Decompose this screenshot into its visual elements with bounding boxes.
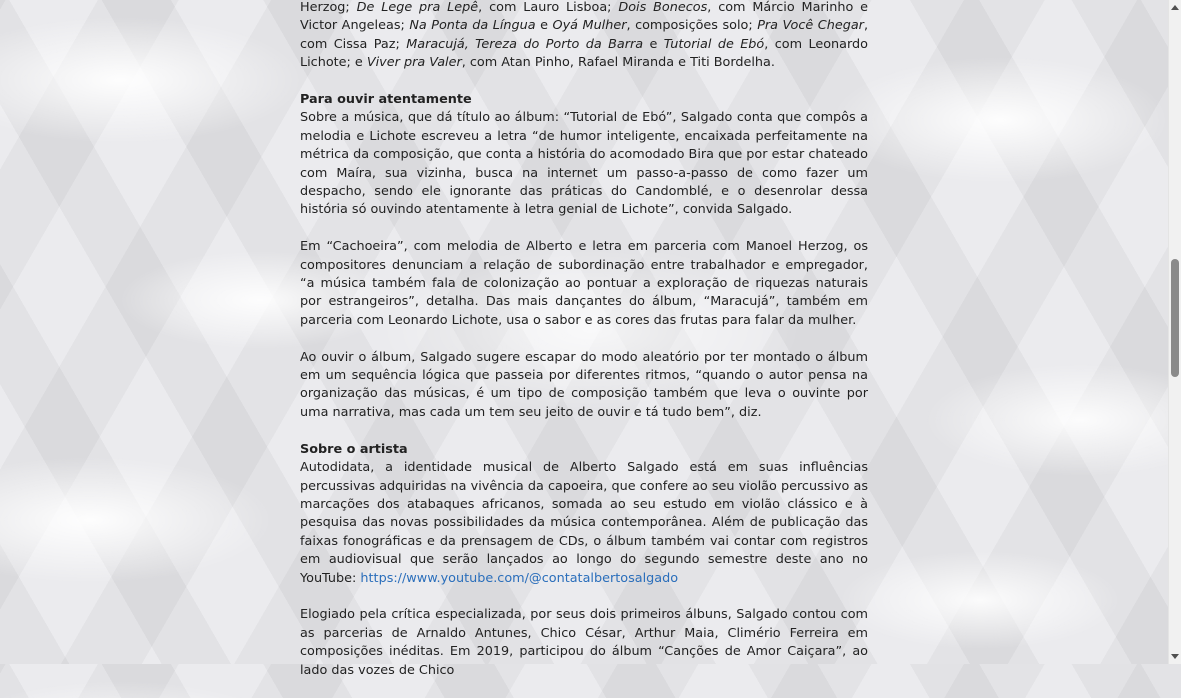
- section-artist: [300, 441, 868, 588]
- song-title: Pra Você Chegar: [757, 18, 864, 34]
- paragraph-album-order: Ao ouvir o álbum, Salgado sugere escapar do modo aleatório por ter montado o álbum em um sequência lógica que passeia por diferentes ritmos, “quando o autor pensa na organização das músicas, é um tipo de composição também que leva o ouvinte por uma narrativa, mas cada um tem seu jeito de ouvir e tá tudo bem”, diz.: [300, 349, 868, 420]
- song-title: Tutorial de Ebó: [663, 36, 765, 52]
- scroll-down-arrow-icon[interactable]: [1171, 654, 1179, 659]
- section-listen: [300, 91, 868, 220]
- section-heading-listen: Para ouvir atentamente: [300, 92, 472, 108]
- song-title: Na Ponta da Língua: [409, 18, 536, 34]
- song-title: Dois Bonecos: [618, 0, 708, 15]
- paragraph-cachoeira: Em “Cachoeira”, com melodia de Alberto e letra em parceria com Manoel Herzog, os compositores denunciam a relação de subordinação entre trabalhador e empregador, “a música também fala de colonização ao pontuar a exploração de riquezas naturais por estrangeiros”, detalha. Das mais dançantes do álbum, “Maracujá”, também em parceria com Leonardo Lichote, usa o sabor e as cores das frutas para falar da mulher.: [300, 239, 868, 328]
- paragraph-song-list: Herzog; De Lege pra Lepê, com Lauro Lisboa; Dois Bonecos, com Márcio Marinho e Victor Angeleas; Na Ponta da Língua e Oyá Mulher, composições solo; Pra Você Chegar, com Cissa Paz; Maracujá, Tereza do Porto da Barra e Tutorial de Ebó, com Leonardo Lichote; e Viver pra Valer, com Atan Pinho, Rafael Miranda e Titi Bordelha.: [300, 0, 869, 71]
- paragraph-tutorial: Sobre a música, que dá título ao álbum: “Tutorial de Ebó”, Salgado conta que compôs a melodia e Lichote escreveu a letra “de humor inteligente, encaixada perfeitamente na métrica da composição, que conta a história do acomodado Bira que por estar chateado com Maíra, sua vizinha, busca na internet um passo-a-passo de como fazer um despacho, sendo ele ignorante das práticas do Candomblé, e o desenrolar dessa história só ouvindo atentamente à letra genial de Lichote”, convida Salgado.: [300, 110, 868, 218]
- scroll-up-arrow-icon[interactable]: [1171, 5, 1179, 10]
- song-title: Viver pra Valer: [366, 55, 462, 71]
- paragraph-critics: Elogiado pela crítica especializada, por seus dois primeiros álbuns, Salgado contou com as parcerias de Arnaldo Antunes, Chico César, Arthur Maia, Climério Ferreira em composições inéditas. Em 2019, participou do álbum “Canções de Amor Caiçara”, ao lado das vozes de Chico: [300, 607, 868, 678]
- song-title: Maracujá, Tereza do Porto da Barra: [406, 36, 644, 52]
- song-title: De Lege pra Lepê: [356, 0, 479, 15]
- youtube-link[interactable]: https://www.youtube.com/@contatalbertosalgado: [360, 570, 679, 586]
- song-title: Oyá Mulher: [552, 18, 627, 34]
- paragraph-artist-bio: Autodidata, a identidade musical de Alberto Salgado está em suas influências percussivas adquiridas na vivência da capoeira, que confere ao seu violão percussivo as marcações dos atabaques africanos, somada ao seu estudo em violão clássico e à pesquisa das novas possibilidades da música contemporânea. Além de publicação das faixas fonográficas e da prensagem de CDs, o álbum também vai contar com registros em audiovisual que serão lançados ao longo do segundo semestre deste ano no YouTube:: [300, 460, 868, 586]
- section-heading-artist: Sobre o artista: [300, 441, 408, 457]
- scroll-thumb[interactable]: [1171, 259, 1179, 377]
- vertical-scrollbar[interactable]: [1168, 0, 1181, 664]
- article-body: [300, 0, 868, 698]
